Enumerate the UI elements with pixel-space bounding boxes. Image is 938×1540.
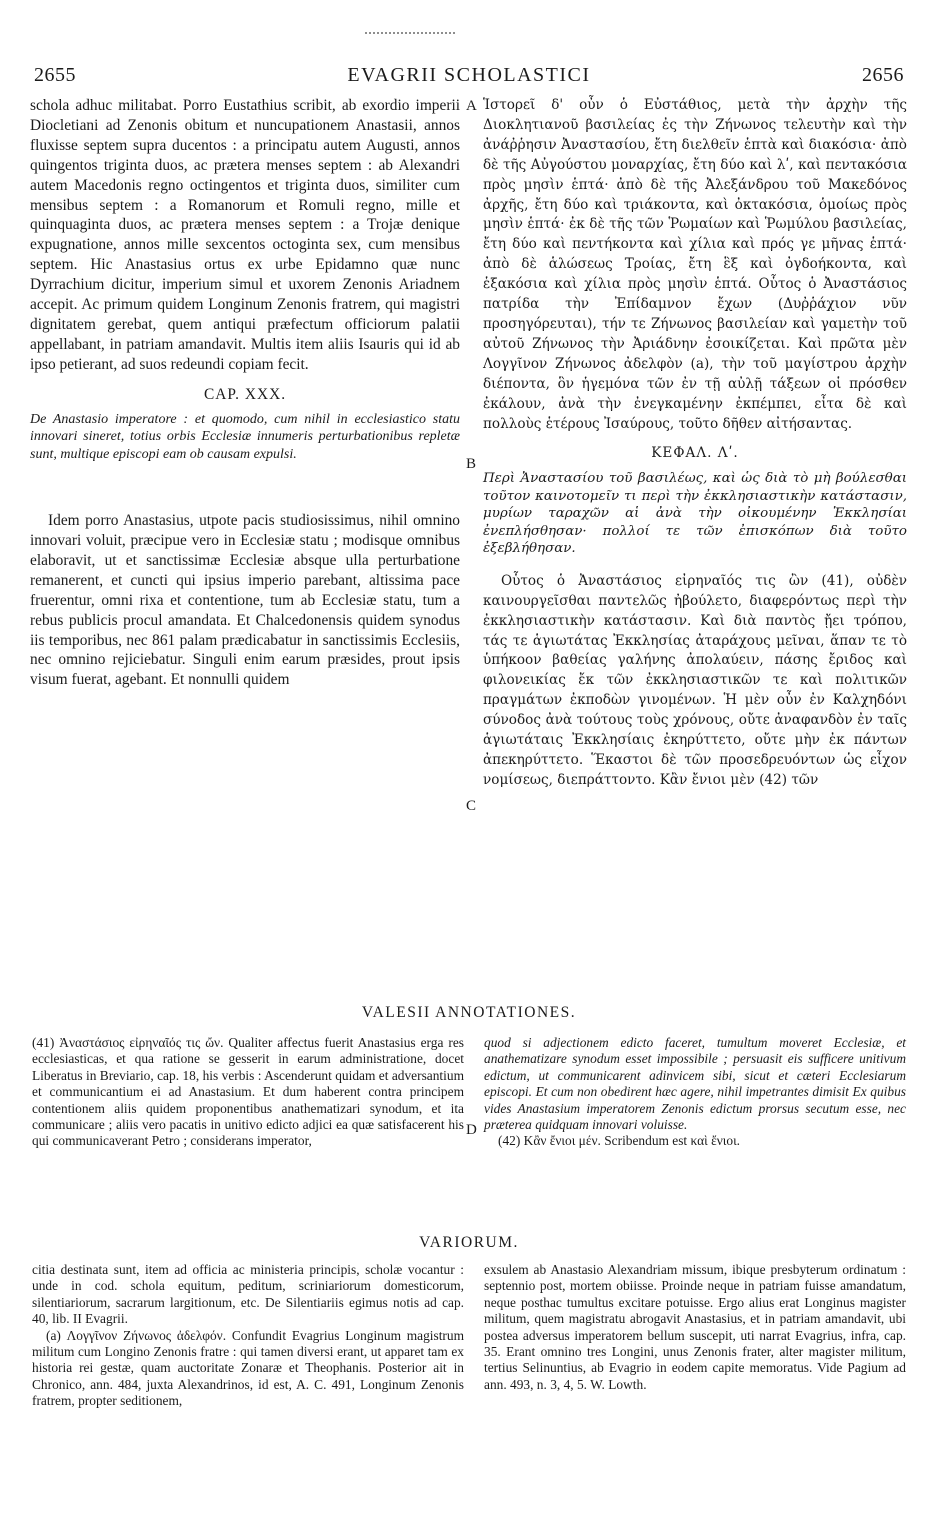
greek-paragraph-2: Οὗτος ὁ Ἀναστάσιος εἰρηναῖός τις ὢν (41), οὐδὲν καινουργεῖσθαι παντελῶς ἠβούλετο, διαφερόντως περὶ τὴν ἐκκλησιαστικὴν κατάστασιν. Καὶ διὰ παντὸς ᾔει τρόπου, τάς τε ἁγιωτάτας Ἐκκλησίας ἀταράχους μεῖναι, ἅπαν τε τὸ ὑπήκοον βαθείας γαλήνης ἀπολαύειν, πάσης ἔριδος καὶ φιλονεικίας ἔκ τῶν ἐκκλησιαστικῶν τε καὶ πολιτικῶν πραγμάτων ἐκποδὼν γινομένων. Ἡ μὲν οὖν ἐν Καλχηδόνι σύνοδος ἀνὰ τούτους τοὺς χρόνους, οὔτε ἀναφανδὸν ἐν ταῖς ἁγιωτάταις Ἐκκλησίαις ἐκηρύττετο, οὔτε μὴν ἐκ πάντων ἀπεκηρύττετο. Ἕκαστοι δὲ τῶν προσεδρευόντων ὡς εἶχον νομίσεως, διεπράττοντο. Κἂν ἔνιοι μὲν (42) τῶν — [483, 572, 907, 788]
running-title: EVAGRII SCHOLASTICI — [347, 64, 591, 86]
page-number-left: 2655 — [34, 64, 76, 86]
latin-chapter-summary: De Anastasio imperatore : et quomodo, cum nihil in ecclesiastico statu innovari sineret, totius orbis Ecclesiæ innumeris perturbationibus repletæ sunt, multique episcopi eam ob causam expulsi. — [30, 411, 460, 462]
greek-paragraph-1: Ἱστορεῖ δ' οὖν ὁ Εὐστάθιος, μετὰ τὴν ἀρχὴν τῆς Διοκλητιανοῦ βασιλείας ἐς τὴν Ζήνωνος τελευτὴν καὶ τὴν ἀνάῤῥησιν Ἀναστασίου, ἔτη διελθεῖν ἑπτὰ καὶ διακόσια· ἀπὸ δὲ τῆς Αὐγούστου μοναρχίας, ἔτη δύο καὶ λʹ, καὶ πεντακόσια πρὸς μησὶν ἑπτά· ἀπὸ δὲ τῆς Ἀλεξάνδρου τοῦ Μακεδόνος ἀρχῆς, ἔτη δύο καὶ τριάκοντα, καὶ ὀκτακόσια, ὁμοίως πρὸς μησὶν ἑπτά· ἐκ δὲ τῆς τῶν Ῥωμαίων καὶ Ῥωμύλου βασιλείας, ἔτη δύο καὶ πεντήκοντα καὶ χίλια καὶ πρός γε μῆνας ἑπτά· ἀπὸ δὲ ἁλώσεως Τροίας, ἔτη ἓξ καὶ ὀγδοήκοντα, καὶ ἑξακόσια καὶ χίλια πρὸς μησὶν ἑπτά. Οὗτος ὁ Ἀναστάσιος πατρίδα τὴν Ἐπίδαμνον ἔχων (Δυῤῥάχιον νῦν προσηγόρευται), τήν τε Ζήνωνος βασιλείαν καὶ γαμετὴν τοῦ αὐτοῦ Ζήνωνος τὴν Ἀριάδνην ἐσοικίζεται. Καὶ πρῶτα μὲν Λογγῖνον Ζήνωνος ἀδελφὸν (a), τὴν τοῦ μαγίστρου ἀρχὴν διέποντα, ὃν ἡγεμόνα τῶν ἐν τῇ αὐλῇ τάξεων οἱ πρόσθεν ἐκάλουν, ἀνὰ τὴν ἐνεγκαμένην ἐκπέμπει, εἶτα δὲ καὶ πολλοὺς ἑτέρους Ἰσαύρους, τοῦτο δῆθεν αἰτήσαντας. — [483, 97, 907, 432]
variorum-note-a-continued: exsulem ab Anastasio Alexandriam missum, ibique presbyterum ordinatum : septennio post, mortem obiisse. Proinde neque in patriam fuisse amandatum, neque posthac tumultus excitare potuisse. Ergo alius erat Longinus magister militum, quem magistratu abrogavit Anastasius, et in patriam amandavit, ubi postea adversus imperatorem bellum suscepit, uti narrat Evagrius, infra, cap. 35. Erant omnino tres Longini, unus Zenonis frater, alter magister militum, tertius Selinuntius, ab Evagrio in eodem capite memoratus. Vide Pagium ad ann. 493, n. 3, 4, 5. W. Lowth. — [484, 1262, 906, 1392]
latin-chapter-title: CAP. XXX. — [203, 385, 287, 403]
page-edge-mark — [365, 32, 455, 37]
margin-letter-b: B — [466, 456, 477, 472]
variorum-heading: VARIORUM. — [419, 1234, 519, 1251]
valesii-note-41: (41) Ἀναστάσιος εἰρηναῖός τις ὤν. Qualiter affectus fuerit Anastasius erga res ecclesiasticas, et qua ratione se gesserit in earum administratione, docet Liberatus in Breviario, cap. 18, his verbis : Ascenderunt quidam et adversantium et communicantium ei ad Anastasium. Et dum haberent contra principem contentionem aliis quidem proponentibus anathematizari synodum, et ita communicare ; aliis vero pacatis in unitivo edicto adjici ea quæ satisfacerent his qui communicaverant Petro ; considerans imperator, — [32, 1035, 464, 1149]
variorum-note-continued: citia destinata sunt, item ad officia ac ministeria principis, scholæ vocantur : unde in cod. schola equitum, peditum, scriniariorum domesticorum, silentiariorum, sacrarum largitionum, etc. De Silentiariis egimus notis ad cap. 40, lib. II Evagrii. — [32, 1262, 464, 1327]
valesii-notes-right — [484, 1035, 906, 1150]
page-number-right: 2656 — [862, 64, 904, 86]
greek-chapter-title: ΚΕΦΑΛ. Λʹ. — [651, 445, 739, 462]
variorum-note-a: (a) Λογγῖνον Ζήνωνος ἀδελφόν. Confundit Evagrius Longinum magistrum militum cum Longino Zenonis fratre : qui tamen diversi erant, ut apparet tam ex historia rei gestæ, quam auctoritate Zonaræ et Theophanis. Posterior ait in Chronico, ann. 484, juxta Alexandrinos, id est, A. C. 491, Longinum Zenonis fratrem, propter seditionem, — [32, 1327, 464, 1409]
variorum-notes-right — [484, 1262, 906, 1393]
latin-paragraph-2: Idem porro Anastasius, utpote pacis studiosissimus, nihil omnino innovari voluit, præcipue vero in Ecclesiæ statu ; modisque omnibus elaboravit, ut et sanctissimæ Ecclesiæ absque ulla perturbatione remanerent, et cuncti qui ipsius imperio parebant, altissima pace fruerentur, omni rixa et contentione, tum ab Ecclesiæ statu, tum a rebus publicis procul amandata. Et Chalcedonensis quidem synodus iis temporibus, nec 861 palam prædicabatur in sanctissimis Ecclesiis, nec omnino rejiciebatur. Singuli enim earum præsides, prout ipsis visum fuerat, agebant. Et nonnulli quidem — [30, 512, 460, 689]
margin-letter-d: D — [466, 1122, 477, 1138]
valesii-note-41-continued: quod si adjectionem edicto faceret, tumultum moveret Ecclesiæ, et anathematizare synodum esset impossibile ; persuasit eis sufficere unitivum edictum, ut communicarent adinvicem sibi, sicut et cæteri Ecclesiarum episcopi. Et cum non obedirent hæc agere, nihil impetrantes dimisit Ex quibus vides Anastasium imperatorem Zenonis edictum prorsus secutum esse, nec præterea quidquam innovari voluisse. — [484, 1035, 906, 1133]
valesii-notes-left — [32, 1035, 464, 1150]
latin-column — [30, 96, 460, 690]
valesii-note-42: (42) Κἂν ἔνιοι μέν. Scribendum est καὶ ἔνιοι. — [498, 1133, 741, 1149]
running-header — [34, 64, 904, 90]
margin-letter-c: C — [466, 798, 477, 814]
latin-paragraph-1: schola adhuc militabat. Porro Eustathius scribit, ab exordio imperii Diocletiani ad Zenonis obitum et nuncupationem Anastasii, annos fluxisse septem supra ducentos : a principatu autem Augusti, annos quingentos triginta duos, ac prætera menses septem : ab Alexandri autem Macedonis regno octingentos et triginta duos, similiter cum mensibus septem : a Romanorum et Romuli regno, mille et quinquaginta duos, ac prætera menses septem : a Trojæ denique expugnatione, annos mille sexcentos octoginta sex, cum mensibus septem. Hic Anastasius ortus ex urbe Epidamno quæ nunc Dyrrachium dicitur, imperium simul et uxorem Zenonis Ariadnem accepit. Ac primum quidem Longinum Zenonis fratrem, qui magistri dignitatem gerebat, quem antiqui præfectum officiorum palatii appellabant, in patriam amandavit. Multis item aliis Isauris qui id ab ipso petierant, ad suos redeundi copiam fecit. — [30, 97, 460, 373]
variorum-notes-left — [32, 1262, 464, 1410]
valesii-heading: VALESII ANNOTATIONES. — [361, 1004, 577, 1021]
greek-column — [483, 96, 907, 791]
margin-letter-a: A — [466, 98, 477, 114]
greek-chapter-summary: Περὶ Ἀναστασίου τοῦ βασιλέως, καὶ ὡς διὰ τὸ μὴ βούλεσθαι τοῦτον καινοτομεῖν τι περὶ τὴν ἐκκλησιαστικὴν κατάστασιν, μυρίων ταραχῶν αἱ ἀνὰ τὴν οἰκουμένην Ἐκκλησίαι ἐνεπλήσθησαν· πολλοί τε τῶν ἐπισκόπων διὰ τοῦτο ἐξεβλήθησαν. — [483, 471, 907, 557]
